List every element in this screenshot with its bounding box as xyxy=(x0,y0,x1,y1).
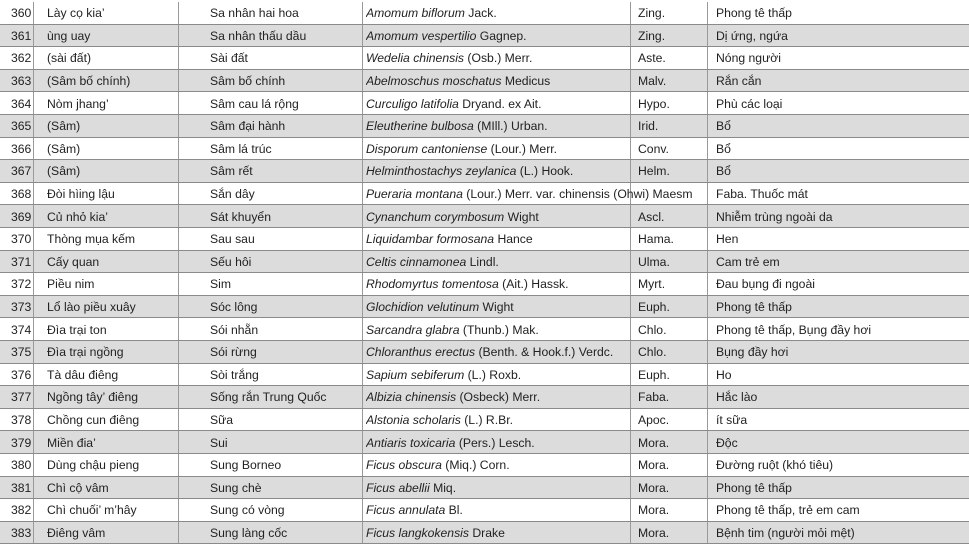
vietnamese-name: Sống rắn Trung Quốc xyxy=(210,390,327,405)
column-divider xyxy=(178,47,179,70)
table-row xyxy=(0,115,969,138)
medicinal-use: Phong tê thấp, trẻ em cam xyxy=(716,503,860,518)
species-name: Amomum vespertilio xyxy=(366,28,477,43)
column-divider xyxy=(707,364,708,387)
column-divider xyxy=(178,115,179,138)
table-row xyxy=(0,522,969,545)
vietnamese-name: Sát khuyển xyxy=(210,209,271,224)
local-name: (Sâm bố chính) xyxy=(47,74,131,89)
column-divider xyxy=(707,477,708,500)
local-name: Dùng chậu pieng xyxy=(47,458,140,473)
column-divider xyxy=(362,70,363,93)
column-divider xyxy=(178,364,179,387)
row-number: 367 xyxy=(11,164,32,179)
family: Euph. xyxy=(638,367,670,382)
species-author: (L.) Hook. xyxy=(519,164,574,179)
species-author: Wight xyxy=(507,209,539,224)
medicinal-use: Cam trẻ em xyxy=(716,254,780,269)
table-row xyxy=(0,318,969,341)
local-name: Đìa trại ton xyxy=(47,322,107,337)
species-author: (L.) Roxb. xyxy=(467,367,522,382)
column-divider xyxy=(178,92,179,115)
table-row xyxy=(0,47,969,70)
medicinal-use: Đường ruột (khó tiêu) xyxy=(716,458,834,473)
local-name: (Sâm) xyxy=(47,164,81,179)
column-divider xyxy=(707,47,708,70)
table-row xyxy=(0,160,969,183)
table-row xyxy=(0,251,969,274)
row-number: 378 xyxy=(11,413,32,428)
column-divider xyxy=(362,296,363,319)
species-author: Jack. xyxy=(468,6,497,21)
local-name: Thòng mụa kếm xyxy=(47,232,136,247)
local-name: Ngồng tây’ điêng xyxy=(47,390,139,405)
species-author: (Osb.) Merr. xyxy=(467,51,533,66)
species-author: Bl. xyxy=(448,503,463,518)
vietnamese-name: Sung làng cốc xyxy=(210,526,288,541)
row-number: 369 xyxy=(11,209,32,224)
family: Mora. xyxy=(638,480,670,495)
vietnamese-name: Sâm lá trúc xyxy=(210,141,272,156)
column-divider xyxy=(362,522,363,545)
column-divider xyxy=(178,454,179,477)
vietnamese-name: Sếu hôi xyxy=(210,254,252,269)
column-divider xyxy=(178,160,179,183)
local-name: (Sâm) xyxy=(47,141,81,156)
local-name: Cấy quan xyxy=(47,254,100,269)
vietnamese-name: Sóc lông xyxy=(210,300,258,315)
species-name: Celtis cinnamonea xyxy=(366,254,467,269)
table-row xyxy=(0,431,969,454)
local-name: Piều nim xyxy=(47,277,95,292)
column-divider xyxy=(178,296,179,319)
column-divider xyxy=(178,318,179,341)
medicinal-use: Bổ xyxy=(716,141,731,156)
vietnamese-name: Sa nhân thấu dầu xyxy=(210,28,307,43)
vietnamese-name: Sau sau xyxy=(210,232,255,247)
column-divider xyxy=(362,138,363,161)
column-divider xyxy=(707,115,708,138)
column-divider xyxy=(178,228,179,251)
row-number: 382 xyxy=(11,503,32,518)
species-author: Medicus xyxy=(504,74,551,89)
medicinal-use: Nhiễm trùng ngoài da xyxy=(716,209,833,224)
family: Faba. xyxy=(638,390,670,405)
column-divider xyxy=(362,364,363,387)
species-author: (Miq.) Corn. xyxy=(445,458,510,473)
medicinal-use: Phong tê thấp xyxy=(716,480,792,495)
column-divider xyxy=(178,25,179,48)
species-author: Drake xyxy=(472,526,505,541)
row-number: 365 xyxy=(11,119,32,134)
column-divider xyxy=(362,454,363,477)
table-row xyxy=(0,477,969,500)
column-divider xyxy=(178,273,179,296)
row-number: 374 xyxy=(11,322,32,337)
row-number: 380 xyxy=(11,458,32,473)
medicinal-use: Phù các loại xyxy=(716,96,783,111)
species-author: (Ait.) Hassk. xyxy=(502,277,569,292)
row-number: 363 xyxy=(11,74,32,89)
row-rule xyxy=(0,543,969,544)
column-divider xyxy=(178,409,179,432)
species-name: Sapium sebiferum xyxy=(366,367,465,382)
row-number: 372 xyxy=(11,277,32,292)
column-divider xyxy=(362,499,363,522)
vietnamese-name: Sói nhẵn xyxy=(210,322,259,337)
family: Mora. xyxy=(638,435,670,450)
medicinal-use: Hen xyxy=(716,232,739,247)
local-name: Điêng vâm xyxy=(47,526,106,541)
table-row xyxy=(0,92,969,115)
species-author: (Pers.) Lesch. xyxy=(458,435,535,450)
column-divider xyxy=(178,70,179,93)
vietnamese-name: Sài đất xyxy=(210,51,248,66)
column-divider xyxy=(707,273,708,296)
row-number: 366 xyxy=(11,141,32,156)
medicinal-use: Bổ xyxy=(716,119,731,134)
species-name: Abelmoschus moschatus xyxy=(366,74,502,89)
medicinal-use: Đau bụng đi ngoài xyxy=(716,277,815,292)
local-name: ùng uay xyxy=(47,28,91,43)
medicinal-use: Dị ứng, ngứa xyxy=(716,28,788,43)
family: Aste. xyxy=(638,51,666,66)
species-name: Ficus obscura xyxy=(366,458,442,473)
column-divider xyxy=(707,205,708,228)
column-divider xyxy=(178,477,179,500)
medicinal-use: Bổ xyxy=(716,164,731,179)
medicinal-use: Độc xyxy=(716,435,738,450)
family: Chlo. xyxy=(638,345,667,360)
column-divider xyxy=(178,386,179,409)
family: Euph. xyxy=(638,300,670,315)
local-name: Miền đia’ xyxy=(47,435,96,450)
family: Helm. xyxy=(638,164,670,179)
row-number: 379 xyxy=(11,435,32,450)
family: Ascl. xyxy=(638,209,665,224)
species-name: Glochidion velutinum xyxy=(366,300,480,315)
row-number: 376 xyxy=(11,367,32,382)
family: Mora. xyxy=(638,526,670,541)
column-divider xyxy=(362,228,363,251)
column-divider xyxy=(707,92,708,115)
column-divider xyxy=(362,341,363,364)
species-name: Cynanchum corymbosum xyxy=(366,209,505,224)
medicinal-use: Hắc lào xyxy=(716,390,758,405)
column-divider xyxy=(707,409,708,432)
table-row xyxy=(0,70,969,93)
table-row xyxy=(0,25,969,48)
column-divider xyxy=(707,386,708,409)
table-row xyxy=(0,183,969,206)
column-divider xyxy=(707,522,708,545)
medicinal-use: Phong tê thấp xyxy=(716,300,792,315)
species-name: Eleutherine bulbosa xyxy=(366,119,474,134)
table-row xyxy=(0,138,969,161)
column-divider xyxy=(362,273,363,296)
column-divider xyxy=(707,454,708,477)
medicinal-use: Ho xyxy=(716,367,732,382)
species-author: (Lour.) Merr. var. chinensis (Ohwi) Maesm xyxy=(466,187,693,202)
vietnamese-name: Sữa xyxy=(210,413,234,428)
local-name: Chì chuối’ m’hây xyxy=(47,503,137,518)
vietnamese-name: Sung có vòng xyxy=(210,503,285,518)
row-number: 364 xyxy=(11,96,32,111)
species-author: (L.) R.Br. xyxy=(464,413,513,428)
species-author: Dryand. ex Ait. xyxy=(462,96,542,111)
vietnamese-name: Sâm rết xyxy=(210,164,253,179)
column-divider xyxy=(362,160,363,183)
row-number: 371 xyxy=(11,254,32,269)
column-divider xyxy=(178,2,179,25)
species-name: Amomum biflorum xyxy=(366,6,465,21)
vietnamese-name: Sung chè xyxy=(210,480,262,495)
column-divider xyxy=(707,138,708,161)
vietnamese-name: Sòi trắng xyxy=(210,367,259,382)
species-author: (Lour.) Merr. xyxy=(490,141,558,156)
vietnamese-name: Sâm bố chính xyxy=(210,74,286,89)
column-divider xyxy=(362,47,363,70)
column-divider xyxy=(707,431,708,454)
column-divider xyxy=(178,251,179,274)
table-row xyxy=(0,499,969,522)
row-number: 383 xyxy=(11,526,32,541)
column-divider xyxy=(178,138,179,161)
species-author: (Thunb.) Mak. xyxy=(462,322,539,337)
species-name: Chloranthus erectus xyxy=(366,345,476,360)
column-divider xyxy=(362,386,363,409)
species-name: Wedelia chinensis xyxy=(366,51,465,66)
column-divider xyxy=(707,228,708,251)
local-name: (Sâm) xyxy=(47,119,81,134)
family: Hypo. xyxy=(638,96,670,111)
column-divider xyxy=(362,251,363,274)
species-author: Wight xyxy=(482,300,514,315)
column-divider xyxy=(707,2,708,25)
family: Chlo. xyxy=(638,322,667,337)
vietnamese-name: Sim xyxy=(210,277,231,292)
species-author: (MIll.) Urban. xyxy=(477,119,548,134)
family: Zing. xyxy=(638,28,666,43)
medicinal-use: Faba. Thuốc mát xyxy=(716,187,808,202)
vietnamese-name: Sói rừng xyxy=(210,345,257,360)
column-divider xyxy=(362,431,363,454)
species-name: Liquidambar formosana xyxy=(366,232,495,247)
family: Hama. xyxy=(638,232,674,247)
species-author: Miq. xyxy=(433,480,457,495)
row-number: 373 xyxy=(11,300,32,315)
column-divider xyxy=(707,70,708,93)
row-number: 362 xyxy=(11,51,32,66)
family: Mora. xyxy=(638,503,670,518)
family: Myrt. xyxy=(638,277,666,292)
species-author: (Osbeck) Merr. xyxy=(459,390,541,405)
column-divider xyxy=(707,25,708,48)
species-author: Gagnep. xyxy=(479,28,527,43)
table-row xyxy=(0,273,969,296)
column-divider xyxy=(707,499,708,522)
table-row xyxy=(0,341,969,364)
column-divider xyxy=(178,205,179,228)
column-divider xyxy=(707,251,708,274)
local-name: Chì cộ vâm xyxy=(47,480,109,495)
table-row xyxy=(0,228,969,251)
scientific-name xyxy=(366,183,714,206)
vietnamese-name: Sâm cau lá rộng xyxy=(210,96,299,111)
row-number: 360 xyxy=(11,6,32,21)
medicinal-use: Bụng đầy hơi xyxy=(716,345,789,360)
vietnamese-name: Sâm đại hành xyxy=(210,119,286,134)
table-row xyxy=(0,454,969,477)
local-name: Nòm jhang’ xyxy=(47,96,109,111)
vietnamese-name: Sung Borneo xyxy=(210,458,282,473)
medicinal-use: ít sữa xyxy=(716,413,748,428)
species-author: Hance xyxy=(497,232,533,247)
column-divider xyxy=(362,115,363,138)
local-name: Lày cọ kia’ xyxy=(47,6,105,21)
column-divider xyxy=(178,183,179,206)
species-name: Ficus abellii xyxy=(366,480,430,495)
column-divider xyxy=(707,296,708,319)
table-row xyxy=(0,409,969,432)
column-divider xyxy=(362,318,363,341)
species-name: Albizia chinensis xyxy=(366,390,457,405)
species-name: Rhodomyrtus tomentosa xyxy=(366,277,499,292)
row-number: 368 xyxy=(11,187,32,202)
local-name: Tà dâu điêng xyxy=(47,367,119,382)
column-divider xyxy=(362,183,363,206)
column-divider xyxy=(178,522,179,545)
column-divider xyxy=(362,25,363,48)
species-name: Disporum cantoniense xyxy=(366,141,488,156)
row-number: 370 xyxy=(11,232,32,247)
family: Irid. xyxy=(638,119,659,134)
row-number: 377 xyxy=(11,390,32,405)
table-row xyxy=(0,205,969,228)
column-divider xyxy=(178,431,179,454)
species-author: (Benth. & Hook.f.) Verdc. xyxy=(478,345,614,360)
column-divider xyxy=(178,499,179,522)
column-divider xyxy=(707,341,708,364)
local-name: Lổ lào piều xuây xyxy=(47,300,136,315)
species-name: Curculigo latifolia xyxy=(366,96,459,111)
family: Ulma. xyxy=(638,254,670,269)
local-name: Đìa trại ngồng xyxy=(47,345,124,360)
family: Mora. xyxy=(638,458,670,473)
species-name: Antiaris toxicaria xyxy=(366,435,456,450)
table-row xyxy=(0,364,969,387)
column-divider xyxy=(707,318,708,341)
medicinal-use: Rắn cắn xyxy=(716,74,762,89)
column-divider xyxy=(362,409,363,432)
local-name: Chồng cun điêng xyxy=(47,413,140,428)
family: Conv. xyxy=(638,141,669,156)
column-divider xyxy=(362,477,363,500)
species-name: Sarcandra glabra xyxy=(366,322,460,337)
local-name: Đòi hìing lậu xyxy=(47,187,115,202)
column-divider xyxy=(362,92,363,115)
vietnamese-name: Sa nhân hai hoa xyxy=(210,6,299,21)
medicinal-use: Nóng người xyxy=(716,51,781,66)
species-name: Pueraria montana xyxy=(366,187,463,202)
table-row xyxy=(0,2,969,25)
species-name: Ficus annulata xyxy=(366,503,446,518)
family: Zing. xyxy=(638,6,666,21)
column-divider xyxy=(707,160,708,183)
medicinal-use: Phong tê thấp, Bụng đầy hơi xyxy=(716,322,872,337)
vietnamese-name: Sắn dây xyxy=(210,187,255,202)
family: Apoc. xyxy=(638,413,670,428)
table-row xyxy=(0,296,969,319)
local-name: (sài đất) xyxy=(47,51,92,66)
medicinal-use: Phong tê thấp xyxy=(716,6,792,21)
column-divider xyxy=(178,341,179,364)
row-number: 375 xyxy=(11,345,32,360)
vietnamese-name: Sui xyxy=(210,435,228,450)
species-name: Helminthostachys zeylanica xyxy=(366,164,517,179)
column-divider xyxy=(362,2,363,25)
table-row xyxy=(0,386,969,409)
species-name: Ficus langkokensis xyxy=(366,526,469,541)
row-number: 381 xyxy=(11,480,32,495)
species-author: Lindl. xyxy=(469,254,499,269)
medicinal-use: Bệnh tim (người mỏi mệt) xyxy=(716,526,855,541)
species-name: Alstonia scholaris xyxy=(366,413,461,428)
family: Malv. xyxy=(638,74,667,89)
local-name: Củ nhỏ kia’ xyxy=(47,209,108,224)
row-number: 361 xyxy=(11,28,32,43)
column-divider xyxy=(362,205,363,228)
